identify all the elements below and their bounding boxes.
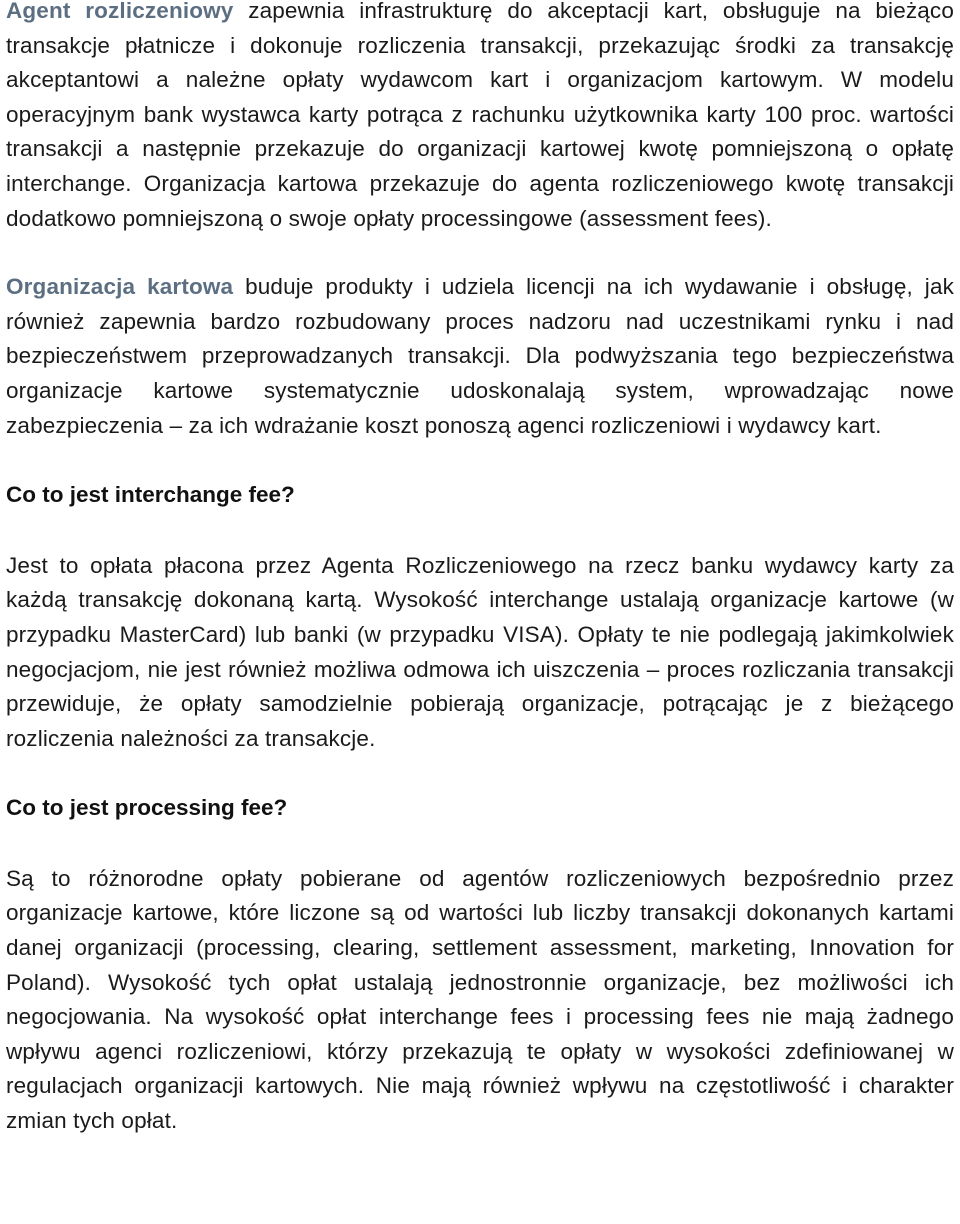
- paragraph-settlement-agent: [6, 0, 954, 236]
- term-card-organization: Organizacja kartowa: [6, 274, 234, 300]
- section-spacer: [6, 826, 954, 862]
- term-settlement-agent: Agent rozliczeniowy: [6, 0, 234, 23]
- paragraph-body: buduje produkty i udziela licencji na ich wydawanie i obsługę, jak również zapewnia bardzo rozbudowany proces nadzoru nad uczestnikami rynku i nad bezpieczeństwem przeprowadzanych transakcji. Dla podwyższania tego bezpieczeństwa organizacje kartowe systematycznie udoskonalają system, wprowadzając nowe zabezpieczenia – za ich wdrażanie koszt ponoszą agenci rozliczeniowi i wydawcy kart.: [6, 274, 955, 438]
- paragraph-processing-fee: Są to różnorodne opłaty pobierane od agentów rozliczeniowych bezpośrednio przez organizacje kartowe, które liczone są od wartości lub liczby transakcji dokonanych kartami danej organizacji (processing, clearing, settlement assessment, marketing, Innovation for Poland). Wysokość tych opłat ustalają jednostronnie organizacje, bez możliwości ich negocjowania. Na wysokość opłat interchange fees i processing fees nie mają żadnego wpływu agenci rozliczeniowi, którzy przekazują te opłaty w wysokości zdefiniowanej w regulacjach organizacji kartowych. Nie mają również wpływu na częstotliwość i charakter zmian tych opłat.: [6, 865, 954, 1134]
- heading-processing-fee: Co to jest processing fee?: [6, 795, 288, 821]
- section-spacer: [6, 513, 954, 549]
- paragraph-body: zapewnia infrastrukturę do akceptacji kart, obsługuje na bieżąco transakcje płatnicze i dokonuje rozliczenia transakcji, przekazując środki za transakcję akceptantowi a należne opłaty wydawcom kart i organizacjom kartowym. W modelu operacyjnym bank wystawca karty potrąca z rachunku użytkownika karty 100 proc. wartości transakcji a następnie przekazuje do organizacji kartowej kwotę pomniejszoną o opłatę interchange. Organizacja kartowa przekazuje do agenta rozliczeniowego kwotę transakcji dodatkowo pomniejszoną o swoje opłaty processingowe (assessment fees).: [6, 0, 954, 231]
- paragraph-card-organization: [6, 270, 954, 443]
- paragraph-interchange-fee: Jest to opłata płacona przez Agenta Rozliczeniowego na rzecz banku wydawcy karty za każdą transakcję dokonaną kartą. Wysokość interchange ustalają organizacje kartowe (w przypadku MasterCard) lub banki (w przypadku VISA). Opłaty te nie podlegają jakimkolwiek negocjacjom, nie jest również możliwa odmowa ich uiszczenia – proces rozliczania transakcji przewiduje, że opłaty samodzielnie pobierają organizacje, potrącając je z bieżącego rozliczenia należności za transakcje.: [6, 552, 954, 751]
- section-spacer: [6, 443, 954, 478]
- section-spacer: [6, 756, 954, 791]
- heading-interchange-fee: Co to jest interchange fee?: [6, 482, 295, 508]
- paragraph-spacer: [6, 236, 954, 270]
